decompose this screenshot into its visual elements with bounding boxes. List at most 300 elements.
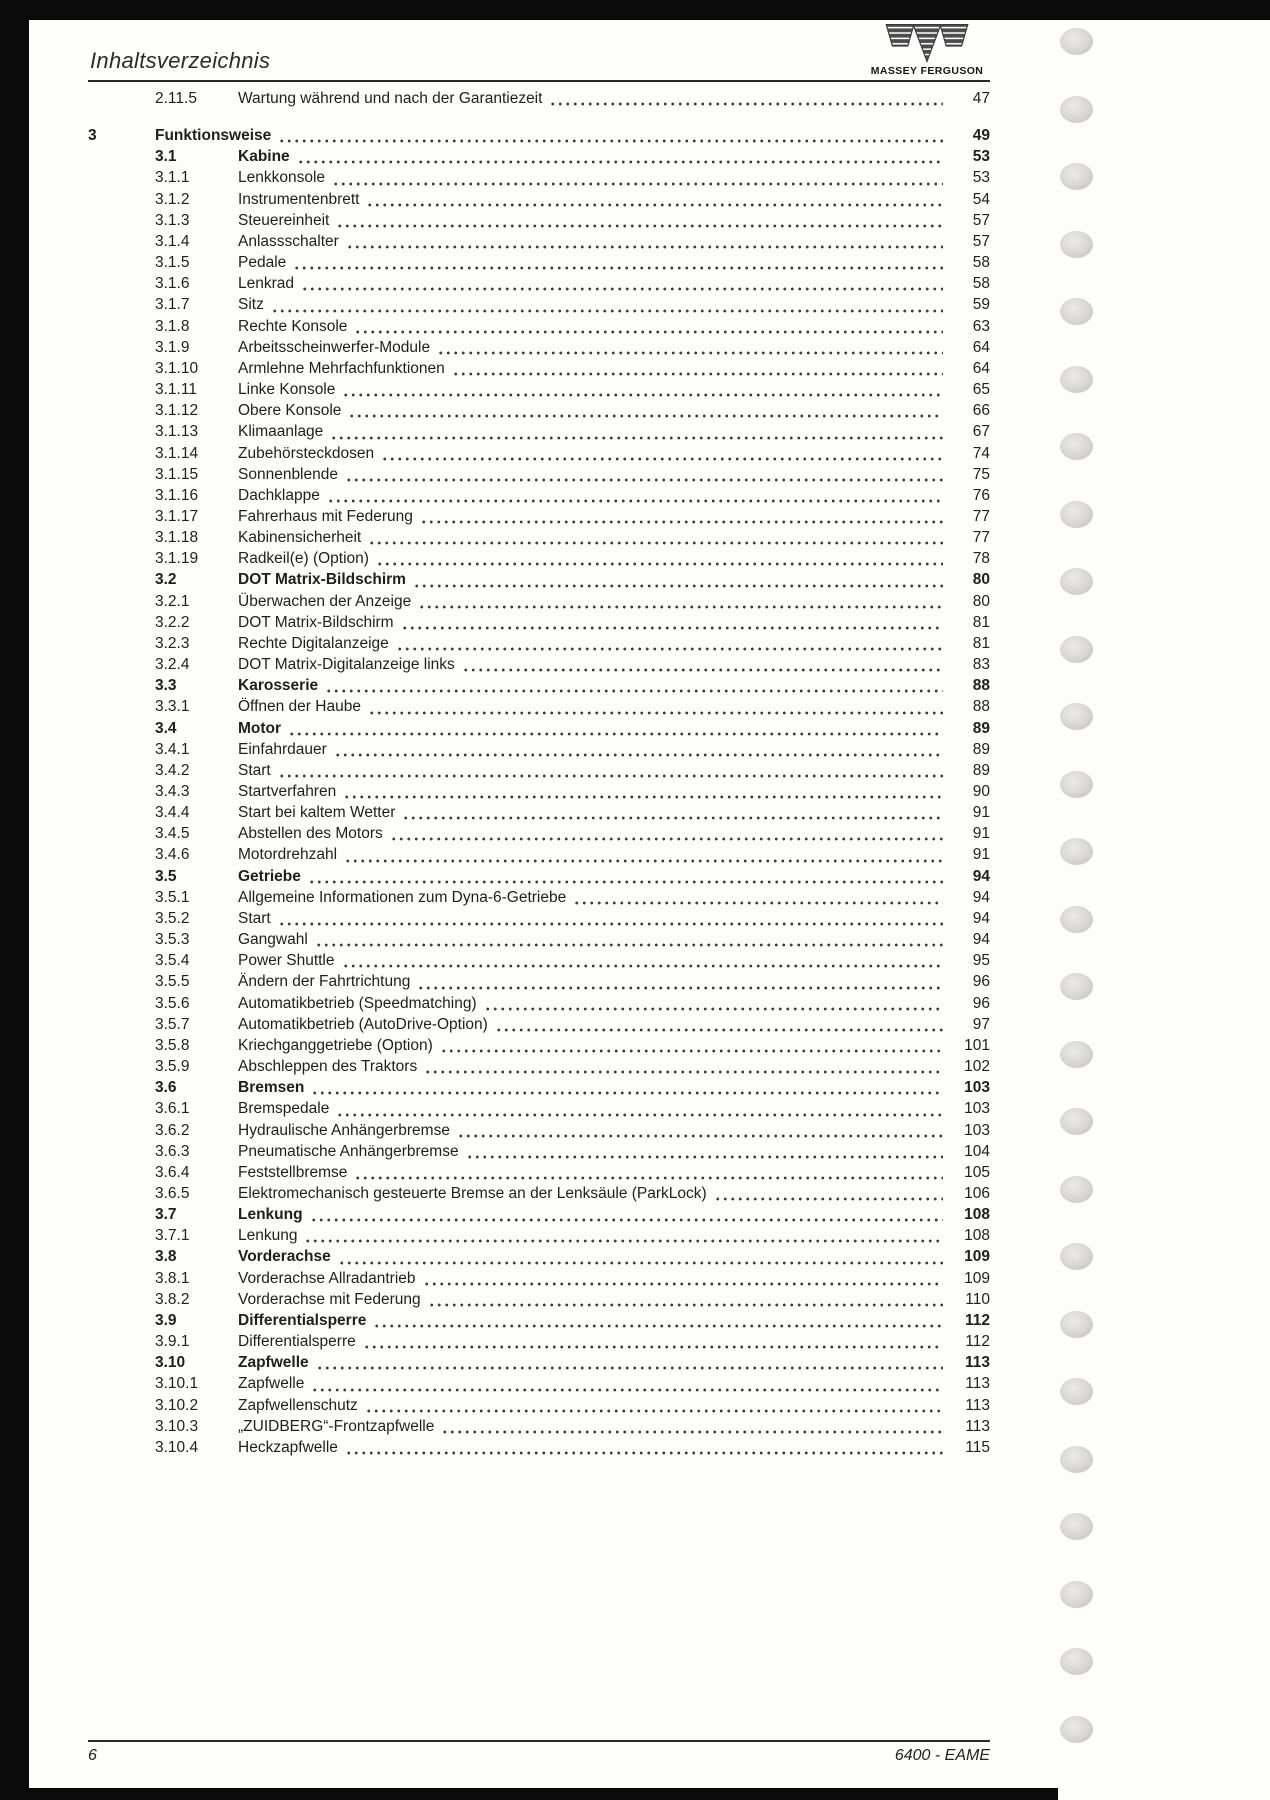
toc-entry-number: 3.1.1 xyxy=(155,169,190,187)
toc-entry-number: 3.5.3 xyxy=(155,931,190,949)
toc-entry-page: 77 xyxy=(972,507,990,525)
toc-entry-page: 115 xyxy=(965,1438,990,1456)
dot-leader xyxy=(315,941,943,947)
toc-entry-number: 3.10.2 xyxy=(155,1396,199,1414)
dot-leader xyxy=(381,455,943,461)
dot-leader xyxy=(376,560,943,566)
binder-hole xyxy=(1060,1378,1093,1405)
toc-entry-page: 94 xyxy=(972,909,990,927)
toc-entry-number: 3.10.3 xyxy=(155,1417,199,1435)
dot-leader xyxy=(440,1047,943,1053)
toc-entry-page: 57 xyxy=(972,211,990,229)
binder-hole xyxy=(1060,28,1093,55)
binder-hole xyxy=(1060,636,1093,663)
toc-entry-title: Öffnen der Haube xyxy=(238,698,361,716)
dot-leader xyxy=(484,1005,943,1011)
dot-leader xyxy=(348,412,943,418)
dot-leader xyxy=(366,201,943,207)
toc-entry-number: 3.6.2 xyxy=(155,1121,190,1139)
toc-entry-number: 3.1.2 xyxy=(155,190,190,208)
toc-entry-page: 94 xyxy=(972,931,990,949)
binder-hole xyxy=(1060,703,1093,730)
toc-entry xyxy=(88,1225,990,1246)
toc-entry-title: Dachklappe xyxy=(238,486,320,504)
toc-entry-page: 105 xyxy=(964,1163,990,1181)
toc-entry-page: 75 xyxy=(972,465,990,483)
toc-entry-page: 53 xyxy=(972,169,990,187)
toc-entry xyxy=(88,316,990,337)
toc-entry-number: 3.5.1 xyxy=(155,888,190,906)
dot-leader xyxy=(452,370,943,376)
toc-entry-page: 113 xyxy=(965,1417,990,1435)
dot-leader xyxy=(354,1174,943,1180)
toc-entry xyxy=(88,993,990,1014)
toc-entry-number: 3.6.5 xyxy=(155,1184,190,1202)
toc-entry-number: 3.1.5 xyxy=(155,254,190,272)
toc-entry-page: 94 xyxy=(972,867,990,885)
toc-entry-page: 110 xyxy=(965,1290,990,1308)
toc-entry-title: Wartung während und nach der Garantiezeit xyxy=(238,90,543,107)
binder-hole xyxy=(1060,433,1093,460)
toc-entry-number: 3.9.1 xyxy=(155,1333,190,1351)
dot-leader xyxy=(334,751,943,757)
toc-entry-page: 91 xyxy=(972,825,990,843)
dot-leader xyxy=(332,180,943,186)
dot-leader xyxy=(457,1132,943,1138)
page-title: Inhaltsverzeichnis xyxy=(90,48,271,73)
toc-entry-page: 83 xyxy=(972,656,990,674)
dot-leader xyxy=(402,814,943,820)
toc-entry-title: Rechte Digitalanzeige xyxy=(238,634,389,652)
dot-leader xyxy=(396,645,943,651)
dot-leader xyxy=(344,857,943,863)
toc-entry-number: 3.10.4 xyxy=(155,1438,199,1456)
toc-entry-title: Lenkrad xyxy=(238,275,295,293)
dot-leader xyxy=(420,518,943,524)
dot-leader xyxy=(330,434,943,440)
scan-edge-bottom xyxy=(0,1788,1058,1800)
toc-entry-number: 3.5.5 xyxy=(155,973,190,991)
toc-entry-number: 3.2.2 xyxy=(155,613,190,631)
dot-leader xyxy=(573,899,943,905)
dot-leader xyxy=(271,307,943,313)
toc-entry xyxy=(88,125,990,146)
binder-hole xyxy=(1060,501,1093,528)
dot-leader xyxy=(549,100,943,106)
toc-entry-title: Vorderachse xyxy=(238,1248,331,1266)
dot-leader xyxy=(466,1153,943,1159)
dot-leader xyxy=(368,539,943,545)
toc-entry-number: 3.5.9 xyxy=(155,1058,190,1076)
toc-entry-title: Pedale xyxy=(238,254,287,272)
toc-entry-number: 3.4.2 xyxy=(155,761,190,779)
toc-entry-number: 3.5.8 xyxy=(155,1036,190,1054)
toc-entry xyxy=(88,1437,990,1458)
dot-leader xyxy=(368,709,943,715)
toc-entry xyxy=(88,633,990,654)
toc-entry xyxy=(88,971,990,992)
toc-entry-number: 3.1.14 xyxy=(155,444,199,462)
dot-leader xyxy=(462,666,943,672)
toc-entry-number: 3.6.4 xyxy=(155,1163,190,1181)
toc-entry-number: 3.4.4 xyxy=(155,804,190,822)
toc-entry-title: Start xyxy=(238,761,271,779)
toc-entry-number: 3.1.17 xyxy=(155,507,199,525)
massey-ferguson-logo xyxy=(881,23,973,63)
toc-entry-page: 88 xyxy=(972,677,990,695)
toc-entry-number: 3.8.1 xyxy=(155,1269,190,1287)
toc-entry xyxy=(88,231,990,252)
toc-entry xyxy=(88,1331,990,1352)
toc-entry-page: 57 xyxy=(972,232,990,250)
toc-entry-number: 3.4.6 xyxy=(155,846,190,864)
dot-leader xyxy=(390,835,943,841)
toc-entry-title: Elektromechanisch gesteuerte Bremse an der Lenksäule (ParkLock) xyxy=(238,1184,707,1202)
toc-entry-title: Differentialsperre xyxy=(238,1311,367,1329)
toc-entry-page: 108 xyxy=(964,1206,990,1224)
toc-entry-number: 3.5 xyxy=(155,867,177,885)
dot-leader xyxy=(311,1386,943,1392)
toc-entry xyxy=(88,400,990,421)
toc-entry xyxy=(88,1141,990,1162)
toc-entry-title: Arbeitsscheinwerfer-Module xyxy=(238,338,431,356)
toc-entry-page: 112 xyxy=(964,1311,990,1329)
binder-hole xyxy=(1060,1513,1093,1540)
toc-entry xyxy=(88,506,990,527)
toc-entry xyxy=(88,1077,990,1098)
footer-page-number: 6 xyxy=(88,1747,97,1764)
toc-entry xyxy=(88,1098,990,1119)
toc-entry-title: Automatikbetrieb (Speedmatching) xyxy=(238,994,477,1012)
toc-entry-page: 96 xyxy=(972,994,990,1012)
toc-entry xyxy=(88,1246,990,1267)
dot-leader xyxy=(343,793,943,799)
toc-entry xyxy=(88,1183,990,1204)
toc-entry-number: 3.1 xyxy=(155,148,177,166)
toc-entry xyxy=(88,675,990,696)
toc-entry-title: Vorderachse Allradantrieb xyxy=(238,1269,416,1287)
toc-entry-number: 3.1.18 xyxy=(155,529,199,547)
toc-entry-page: 96 xyxy=(972,973,990,991)
toc-entry xyxy=(88,252,990,273)
toc-entry-number: 3.5.2 xyxy=(155,909,190,927)
toc-entry-page: 106 xyxy=(964,1184,990,1202)
dot-leader xyxy=(301,285,943,291)
toc-entry-page: 81 xyxy=(972,634,990,652)
dot-leader xyxy=(417,984,943,990)
scan-edge-left xyxy=(0,0,29,1800)
toc-entry-title: Feststellbremse xyxy=(238,1163,348,1181)
dot-leader xyxy=(278,137,943,143)
toc-entry-number: 3.1.4 xyxy=(155,232,190,250)
toc-entry-number: 3.1.15 xyxy=(155,465,199,483)
toc-entry-page: 103 xyxy=(964,1100,990,1118)
toc-entry-page: 89 xyxy=(972,761,990,779)
dot-leader xyxy=(278,920,943,926)
toc-entry-page: 74 xyxy=(972,444,990,462)
binder-hole xyxy=(1060,1581,1093,1608)
binder-hole xyxy=(1060,906,1093,933)
toc-entry-page: 109 xyxy=(964,1248,990,1266)
dot-leader xyxy=(336,1111,943,1117)
dot-leader xyxy=(342,962,944,968)
toc-entry xyxy=(88,1268,990,1289)
toc-entry-title: Start xyxy=(238,909,271,927)
toc-entry-number: 3.1.3 xyxy=(155,211,190,229)
page-footer xyxy=(88,1740,990,1765)
dot-leader xyxy=(714,1195,943,1201)
toc-entry-page: 54 xyxy=(972,190,990,208)
toc-entry-number: 3.2.1 xyxy=(155,592,190,610)
binder-hole xyxy=(1060,366,1093,393)
toc-entry-title: Power Shuttle xyxy=(238,952,335,970)
toc-entry xyxy=(88,464,990,485)
toc-entry-number: 3.6.1 xyxy=(155,1100,190,1118)
toc-entry xyxy=(88,210,990,231)
toc-entry xyxy=(88,569,990,590)
dot-leader xyxy=(424,1068,943,1074)
toc-entry-page: 80 xyxy=(972,592,990,610)
toc-entry xyxy=(88,760,990,781)
toc-entry xyxy=(88,802,990,823)
dot-leader xyxy=(428,1301,943,1307)
toc-entry-title: Zapfwelle xyxy=(238,1375,305,1393)
toc-entry-page: 66 xyxy=(972,402,990,420)
toc-entry-title: DOT Matrix-Bildschirm xyxy=(238,613,394,631)
toc-entry-number: 3.7 xyxy=(155,1206,177,1224)
toc-entry-title: Anlassschalter xyxy=(238,232,339,250)
toc-entry-page: 91 xyxy=(972,846,990,864)
toc-entry-title: Zapfwellenschutz xyxy=(238,1396,358,1414)
toc-entry xyxy=(88,908,990,929)
toc-entry-number: 3.5.6 xyxy=(155,994,190,1012)
toc-entry-page: 67 xyxy=(972,423,990,441)
dot-leader xyxy=(365,1407,943,1413)
toc-entry xyxy=(88,612,990,633)
toc-entry-title: Bremsen xyxy=(238,1079,305,1097)
toc-entry-number: 3.10 xyxy=(155,1354,186,1372)
toc-entry-number: 3.1.13 xyxy=(155,423,199,441)
toc-entry-page: 102 xyxy=(964,1058,990,1076)
toc-entry-title: Zubehörsteckdosen xyxy=(238,444,375,462)
toc-entry-number: 3.1.6 xyxy=(155,275,190,293)
toc-entry xyxy=(88,1416,990,1437)
toc-entry xyxy=(88,1056,990,1077)
toc-entry-page: 95 xyxy=(972,952,990,970)
dot-leader xyxy=(327,497,943,503)
toc-entry-number: 3.4.3 xyxy=(155,783,190,800)
dot-leader xyxy=(278,772,943,778)
toc-entry xyxy=(88,443,990,464)
toc-entry-title: DOT Matrix-Bildschirm xyxy=(238,571,406,589)
toc-entry-title: Klimaanlage xyxy=(238,423,324,441)
toc-entry-page: 78 xyxy=(972,550,990,568)
toc-entry-page: 58 xyxy=(972,275,990,293)
dot-leader xyxy=(401,624,943,630)
toc-entry xyxy=(88,421,990,442)
toc-entry xyxy=(88,485,990,506)
dot-leader xyxy=(418,603,943,609)
binder-hole xyxy=(1060,1716,1093,1743)
dot-leader xyxy=(325,687,943,693)
toc-entry xyxy=(88,1162,990,1183)
binder-hole xyxy=(1060,1176,1093,1203)
toc-entry-page: 64 xyxy=(972,359,990,377)
toc-entry-title: Hydraulische Anhängerbremse xyxy=(238,1121,450,1139)
toc-entry-title: Motordrehzahl xyxy=(238,846,338,864)
toc-entry-number: 3.4.5 xyxy=(155,825,190,843)
toc-entry xyxy=(88,358,990,379)
binder-hole xyxy=(1060,771,1093,798)
toc-entry-title: Ändern der Fahrtrichtung xyxy=(238,973,411,991)
footer-doc-id: 6400 - EAME xyxy=(894,1747,990,1764)
toc-entry-title: Automatikbetrieb (AutoDrive-Option) xyxy=(238,1015,488,1033)
binder-holes xyxy=(1060,28,1100,1783)
toc-entry-page: 65 xyxy=(972,381,990,399)
toc-entry-title: Funktionsweise xyxy=(155,127,272,145)
toc-entry-page: 76 xyxy=(972,486,990,504)
toc-entry-page: 49 xyxy=(972,127,990,145)
toc-entry-page: 101 xyxy=(964,1036,990,1054)
toc-entry-page: 113 xyxy=(965,1375,990,1393)
toc-entry-page: 103 xyxy=(964,1121,990,1139)
toc-entry-title: Startverfahren xyxy=(238,783,337,800)
binder-hole xyxy=(1060,1243,1093,1270)
toc-entry xyxy=(88,294,990,315)
binder-hole xyxy=(1060,973,1093,1000)
toc-entry-title: Kabine xyxy=(238,148,290,166)
toc-entry-number: 3.9 xyxy=(155,1311,177,1329)
toc-entry-title: Armlehne Mehrfachfunktionen xyxy=(238,359,445,377)
toc-entry xyxy=(88,1373,990,1394)
toc-entry xyxy=(88,887,990,908)
binder-hole xyxy=(1060,96,1093,123)
dot-leader xyxy=(363,1343,943,1349)
toc-entry-title: Allgemeine Informationen zum Dyna-6-Getriebe xyxy=(238,888,567,906)
toc-entry-number: 3.3.1 xyxy=(155,698,190,716)
toc-entry-page: 53 xyxy=(972,148,990,166)
toc-list xyxy=(88,88,990,1458)
binder-hole xyxy=(1060,298,1093,325)
toc-entry-title: Linke Konsole xyxy=(238,381,336,399)
toc-entry-page: 109 xyxy=(964,1269,990,1287)
dot-leader xyxy=(338,1259,943,1265)
toc-entry-title: Obere Konsole xyxy=(238,402,342,420)
dot-leader xyxy=(346,243,943,249)
toc-entry-number: 3.2.4 xyxy=(155,656,190,674)
toc-entry-title: Rechte Konsole xyxy=(238,317,348,335)
toc-entry-title: Vorderachse mit Federung xyxy=(238,1290,421,1308)
toc-entry xyxy=(88,189,990,210)
toc-entry-number: 3.8 xyxy=(155,1248,177,1266)
dot-leader xyxy=(413,582,943,588)
toc-entry xyxy=(88,950,990,971)
toc-entry-title: „ZUIDBERG“-Frontzapfwelle xyxy=(238,1417,435,1435)
toc-entry-title: Bremspedale xyxy=(238,1100,330,1118)
toc-entry-page: 63 xyxy=(972,317,990,335)
dot-leader xyxy=(495,1026,943,1032)
toc-entry xyxy=(88,696,990,717)
dot-leader xyxy=(423,1280,943,1286)
dot-leader xyxy=(345,1449,943,1455)
toc-entry xyxy=(88,654,990,675)
dot-leader xyxy=(293,264,943,270)
dot-leader xyxy=(311,1089,943,1095)
toc-entry xyxy=(88,1120,990,1141)
toc-entry-page: 89 xyxy=(972,740,990,758)
dot-leader xyxy=(336,222,943,228)
toc-entry-page: 59 xyxy=(972,296,990,314)
toc-entry xyxy=(88,844,990,865)
toc-entry-page: 89 xyxy=(972,719,990,737)
toc-entry-page: 103 xyxy=(964,1079,990,1097)
toc-entry-page: 97 xyxy=(972,1015,990,1033)
toc-entry-number: 3.4.1 xyxy=(155,740,190,758)
scan-edge-top xyxy=(0,0,1270,20)
dot-leader xyxy=(308,878,943,884)
toc-entry-page: 91 xyxy=(972,804,990,822)
toc-entry xyxy=(88,1395,990,1416)
dot-leader xyxy=(310,1216,943,1222)
toc-entry-number: 3.8.2 xyxy=(155,1290,190,1308)
toc-entry-number: 3.1.16 xyxy=(155,486,199,504)
toc-entry-title: Abschleppen des Traktors xyxy=(238,1058,418,1076)
toc-entry-title: Instrumentenbrett xyxy=(238,190,360,208)
toc-entry-title: Radkeil(e) (Option) xyxy=(238,550,369,568)
dot-leader xyxy=(316,1364,943,1370)
toc-entry-number: 3.10.1 xyxy=(155,1375,199,1393)
binder-hole xyxy=(1060,838,1093,865)
toc-entry xyxy=(88,548,990,569)
dot-leader xyxy=(342,391,943,397)
toc-entry-title: Lenkung xyxy=(238,1206,303,1224)
toc-entry-title: Sitz xyxy=(238,296,264,314)
toc-entry-number: 3.3 xyxy=(155,677,177,695)
dot-leader xyxy=(297,158,943,164)
toc-entry xyxy=(88,718,990,739)
toc-entry-number: 3.7.1 xyxy=(155,1227,190,1245)
toc-entry-title: Differentialsperre xyxy=(238,1333,356,1351)
binder-hole xyxy=(1060,1446,1093,1473)
dot-leader xyxy=(373,1322,943,1328)
toc-entry-page: 113 xyxy=(964,1354,990,1372)
toc-entry-number: 3.4 xyxy=(155,719,177,737)
toc-entry xyxy=(88,273,990,294)
toc-entry-title: Abstellen des Motors xyxy=(238,825,383,843)
toc-entry-title: Sonnenblende xyxy=(238,465,338,483)
toc-entry-page: 58 xyxy=(972,254,990,272)
toc-entry-page: 113 xyxy=(965,1396,990,1414)
toc-entry-page: 77 xyxy=(972,529,990,547)
dot-leader xyxy=(441,1428,943,1434)
toc-entry xyxy=(88,167,990,188)
toc-entry-title: Motor xyxy=(238,719,282,737)
brand-name: MASSEY FERGUSON xyxy=(870,65,984,77)
toc-entry-page: 112 xyxy=(965,1333,990,1351)
toc-entry-page: 104 xyxy=(964,1142,990,1160)
toc-entry xyxy=(88,823,990,844)
toc-entry-number: 3.2.3 xyxy=(155,634,190,652)
dot-leader xyxy=(345,476,943,482)
binder-hole xyxy=(1060,1041,1093,1068)
toc-entry-title: Pneumatische Anhängerbremse xyxy=(238,1142,459,1160)
toc-entry-number: 3.5.4 xyxy=(155,952,190,970)
toc-entry xyxy=(88,866,990,887)
binder-hole xyxy=(1060,1108,1093,1135)
binder-hole xyxy=(1060,231,1093,258)
page-header xyxy=(88,30,990,82)
toc-entry-number: 3.1.11 xyxy=(155,381,197,399)
